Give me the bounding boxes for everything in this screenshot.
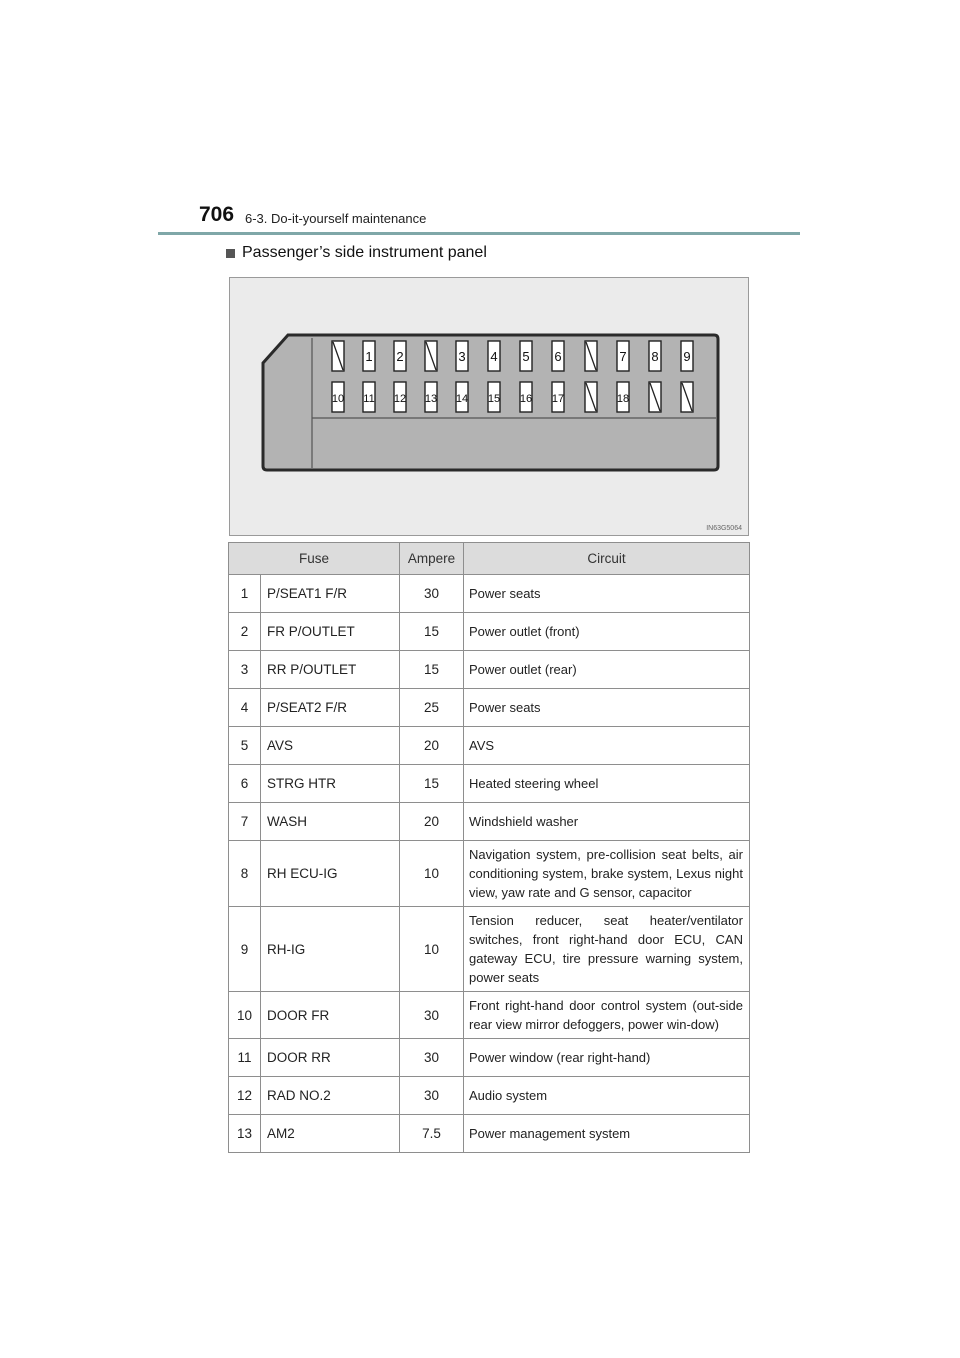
fuse-ampere: 30 xyxy=(400,575,464,613)
fuse-number: 2 xyxy=(229,613,261,651)
fuse-slot-label: 15 xyxy=(487,393,501,405)
fuse-ampere: 15 xyxy=(400,613,464,651)
fuse-slot-label: 10 xyxy=(331,393,345,405)
fuse-slot-label: 6 xyxy=(554,349,562,364)
fuse-name: STRG HTR xyxy=(261,765,400,803)
fuse-circuit: Power outlet (rear) xyxy=(464,651,750,689)
table-row xyxy=(229,689,750,727)
fuse-number: 11 xyxy=(229,1039,261,1077)
fuse-box-drawing xyxy=(230,278,750,537)
fuse-circuit: Tension reducer, seat heater/ventilator switches, front right-hand door ECU, CAN gateway ECU, tire pressure warning system, power seats xyxy=(464,907,750,992)
fuse-ampere: 20 xyxy=(400,803,464,841)
square-bullet-icon xyxy=(226,249,235,258)
fuse-number: 12 xyxy=(229,1077,261,1115)
table-row xyxy=(229,907,750,992)
fuse-circuit: AVS xyxy=(464,727,750,765)
fuse-slot-label: 8 xyxy=(651,349,659,364)
fuse-ampere: 7.5 xyxy=(400,1115,464,1153)
fuse-name: P/SEAT1 F/R xyxy=(261,575,400,613)
fuse-number: 7 xyxy=(229,803,261,841)
fuse-slot-label: 14 xyxy=(455,393,469,405)
fuse-slot-label: 1 xyxy=(365,349,373,364)
table-row xyxy=(229,575,750,613)
table-row xyxy=(229,803,750,841)
fuse-ampere: 25 xyxy=(400,689,464,727)
fuse-slot-label: 7 xyxy=(619,349,627,364)
table-row xyxy=(229,992,750,1039)
fuse-slot-label: 16 xyxy=(519,393,533,405)
fuse-name: DOOR FR xyxy=(261,992,400,1039)
fuse-ampere: 10 xyxy=(400,907,464,992)
fuse-slot-label: 5 xyxy=(522,349,530,364)
fuse-ampere: 15 xyxy=(400,651,464,689)
table-row xyxy=(229,651,750,689)
fuse-slot-label: 3 xyxy=(458,349,466,364)
fuse-name: AM2 xyxy=(261,1115,400,1153)
fuse-name: P/SEAT2 F/R xyxy=(261,689,400,727)
table-header-row xyxy=(229,543,750,575)
fuse-circuit: Audio system xyxy=(464,1077,750,1115)
header-rule xyxy=(158,232,800,235)
header-ampere: Ampere xyxy=(400,543,464,575)
fuse-slot-label: 17 xyxy=(551,393,565,405)
fuse-name: AVS xyxy=(261,727,400,765)
fuse-ampere: 15 xyxy=(400,765,464,803)
page-number: 706 xyxy=(199,203,235,226)
fuse-table xyxy=(228,542,750,1153)
table-row xyxy=(229,727,750,765)
table-row xyxy=(229,841,750,907)
header-circuit: Circuit xyxy=(464,543,750,575)
image-code: IN63G5064 xyxy=(706,525,742,532)
fuse-ampere: 30 xyxy=(400,992,464,1039)
fuse-circuit: Power seats xyxy=(464,689,750,727)
fuse-ampere: 20 xyxy=(400,727,464,765)
fuse-number: 8 xyxy=(229,841,261,907)
table-row xyxy=(229,1039,750,1077)
fuse-slot-label: 4 xyxy=(490,349,498,364)
fuse-name: RR P/OUTLET xyxy=(261,651,400,689)
fuse-name: RH-IG xyxy=(261,907,400,992)
fuse-name: RAD NO.2 xyxy=(261,1077,400,1115)
table-row xyxy=(229,765,750,803)
fuse-number: 9 xyxy=(229,907,261,992)
fuse-ampere: 10 xyxy=(400,841,464,907)
fuse-circuit: Power window (rear right-hand) xyxy=(464,1039,750,1077)
fuse-number: 4 xyxy=(229,689,261,727)
fuse-number: 1 xyxy=(229,575,261,613)
sub-heading xyxy=(226,244,487,262)
fuse-name: FR P/OUTLET xyxy=(261,613,400,651)
table-row xyxy=(229,613,750,651)
fuse-number: 6 xyxy=(229,765,261,803)
fuse-name: RH ECU-IG xyxy=(261,841,400,907)
fuse-number: 10 xyxy=(229,992,261,1039)
section-title: 6-3. Do-it-yourself maintenance xyxy=(245,211,427,226)
fuse-circuit: Navigation system, pre-collision seat belts, air conditioning system, brake system, Lexus night view, yaw rate and G sensor, capacitor xyxy=(464,841,750,907)
fuse-circuit: Front right-hand door control system (out-side rear view mirror defoggers, power win-dow) xyxy=(464,992,750,1039)
table-row xyxy=(229,1077,750,1115)
fuse-box-diagram xyxy=(229,277,749,536)
fuse-number: 3 xyxy=(229,651,261,689)
fuse-number: 13 xyxy=(229,1115,261,1153)
fuse-slot-label: 13 xyxy=(424,393,438,405)
table-row xyxy=(229,1115,750,1153)
fuse-circuit: Power seats xyxy=(464,575,750,613)
fuse-number: 5 xyxy=(229,727,261,765)
fuse-name: WASH xyxy=(261,803,400,841)
fuse-slot-label: 11 xyxy=(363,393,375,405)
fuse-circuit: Heated steering wheel xyxy=(464,765,750,803)
fuse-circuit: Windshield washer xyxy=(464,803,750,841)
fuse-ampere: 30 xyxy=(400,1039,464,1077)
fuse-slot-label: 2 xyxy=(396,349,404,364)
fuse-ampere: 30 xyxy=(400,1077,464,1115)
fuse-slot-label: 9 xyxy=(683,349,691,364)
fuse-name: DOOR RR xyxy=(261,1039,400,1077)
fuse-circuit: Power outlet (front) xyxy=(464,613,750,651)
fuse-slot-label: 12 xyxy=(393,393,407,405)
fuse-circuit: Power management system xyxy=(464,1115,750,1153)
header-fuse: Fuse xyxy=(229,543,400,575)
fuse-slot-label: 18 xyxy=(616,393,630,405)
sub-heading-text: Passenger’s side instrument panel xyxy=(242,244,487,261)
